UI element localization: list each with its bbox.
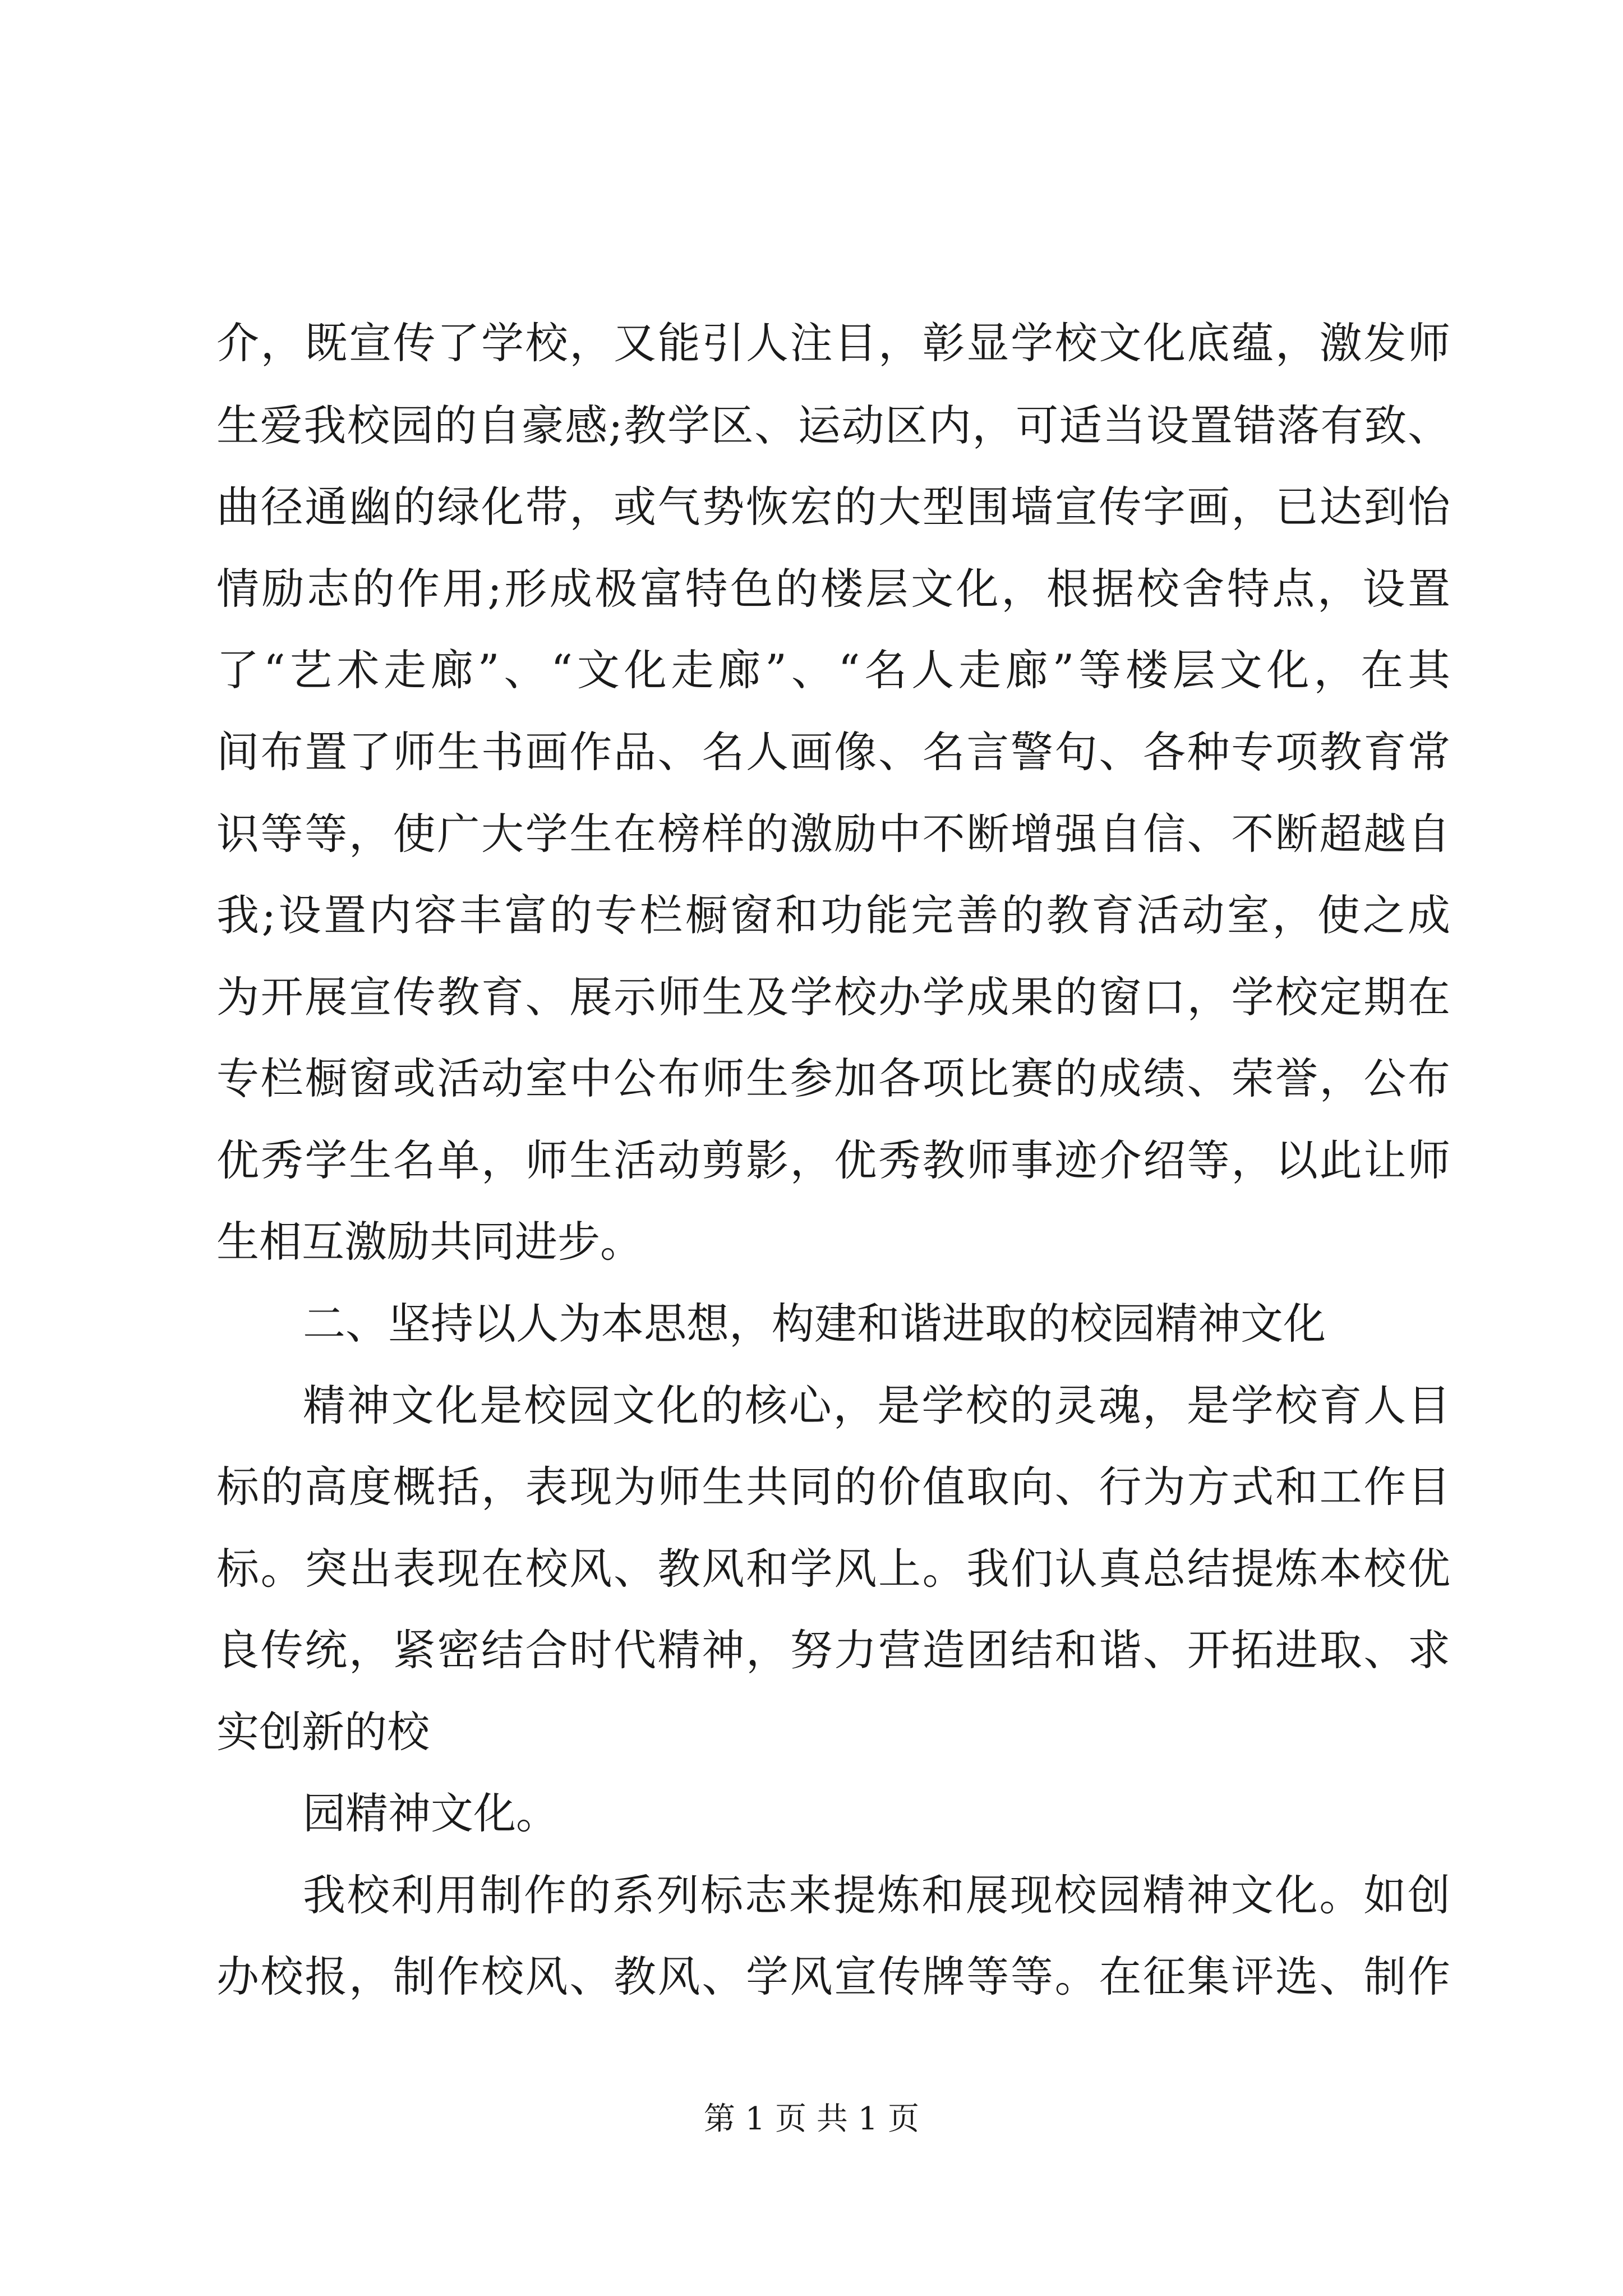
- section-heading: 二、坚持以人为本思想，构建和谐进取的校园精神文化: [303, 1299, 1326, 1349]
- body-line: 介，既宣传了学校，又能引人注目，彰显学校文化底蕴，激发师: [216, 318, 1450, 368]
- body-line: 识等等，使广大学生在榜样的激励中不断增强自信、不断超越自: [216, 809, 1450, 859]
- body-line: 情励志的作用;形成极富特色的楼层文化，根据校舍特点，设置: [216, 564, 1450, 614]
- body-line: 办校报，制作校风、教风、学风宣传牌等等。在征集评选、制作: [216, 1952, 1450, 2001]
- page-footer: 第 1 页 共 1 页: [703, 2101, 920, 2137]
- body-line: 了“艺术走廊”、“文化走廊”、“名人走廊”等楼层文化，在其: [216, 645, 1450, 695]
- body-line: 为开展宣传教育、展示师生及学校办学成果的窗口，学校定期在: [216, 972, 1450, 1022]
- body-line: 实创新的校: [216, 1707, 430, 1757]
- body-line: 间布置了师生书画作品、名人画像、名言警句、各种专项教育常: [216, 727, 1450, 777]
- body-line: 我校利用制作的系列标志来提炼和展现校园精神文化。如创: [303, 1870, 1450, 1920]
- body-line: 专栏橱窗或活动室中公布师生参加各项比赛的成绩、荣誉，公布: [216, 1053, 1450, 1103]
- body-line: 良传统，紧密结合时代精神，努力营造团结和谐、开拓进取、求: [216, 1625, 1450, 1675]
- body-line: 生相互激励共同进步。: [216, 1217, 643, 1267]
- body-line: 精神文化是校园文化的核心，是学校的灵魂，是学校育人目: [303, 1381, 1450, 1430]
- body-line: 优秀学生名单，师生活动剪影，优秀教师事迹介绍等，以此让师: [216, 1135, 1450, 1185]
- body-line: 我;设置内容丰富的专栏橱窗和功能完善的教育活动室，使之成: [216, 890, 1450, 940]
- body-line: 生爱我校园的自豪感;教学区、运动区内，可适当设置错落有致、: [216, 401, 1450, 450]
- body-line: 标。突出表现在校风、教风和学风上。我们认真总结提炼本校优: [216, 1544, 1450, 1594]
- body-line: 标的高度概括，表现为师生共同的价值取向、行为方式和工作目: [216, 1462, 1450, 1512]
- body-line: 园精神文化。: [303, 1788, 559, 1838]
- body-line: 曲径通幽的绿化带，或气势恢宏的大型围墙宣传字画，已达到怡: [216, 482, 1450, 532]
